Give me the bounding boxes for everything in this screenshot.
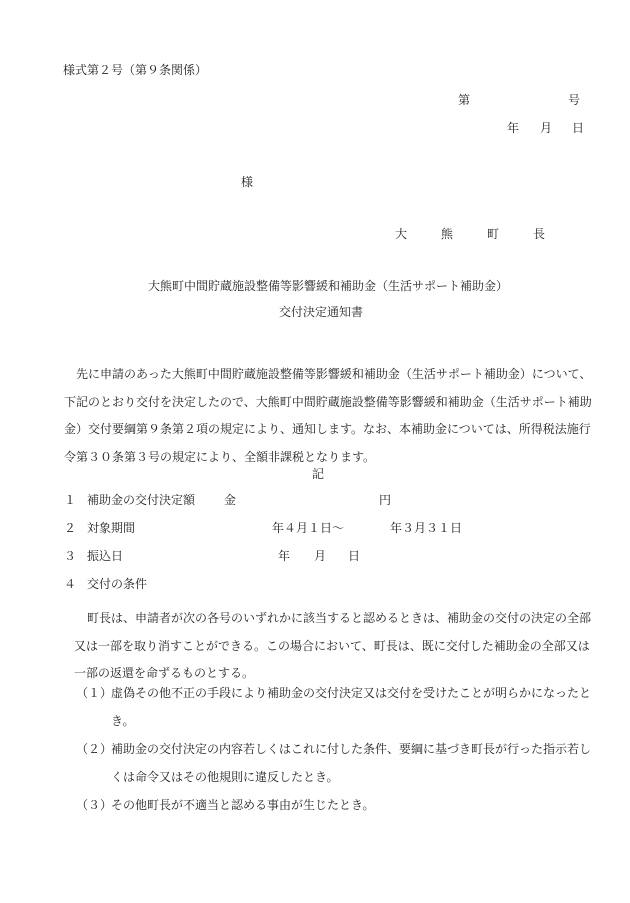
body-paragraph	[64, 361, 592, 471]
clause-text: その他町長が不適当と認める事由が生じたとき。	[111, 798, 375, 812]
clause-text-continued: き。	[111, 713, 135, 728]
item3-month-label: 月	[314, 549, 327, 563]
item1-number: １	[64, 493, 77, 507]
item4-number: ４	[64, 577, 77, 591]
date-year-label: 年	[507, 121, 520, 135]
date-day-label: 日	[572, 121, 585, 135]
form-number: 様式第２号（第９条関係）	[63, 63, 208, 77]
document-number-prefix: 第	[458, 93, 471, 107]
clause-number: （１）	[76, 686, 113, 700]
clause-number: （２）	[76, 742, 113, 756]
clause-text-continued: くは命令又はその他規則に違反したとき。	[111, 769, 339, 784]
conditions-line: 一部の返還を命ずるものとする。	[74, 666, 255, 680]
item2-label: 対象期間	[87, 521, 136, 535]
document-title-line2: 交付決定通知書	[279, 305, 364, 319]
item2-period-from: 年４月１日～	[272, 521, 345, 535]
item1-label: 補助金の交付決定額	[87, 493, 196, 507]
document-number-suffix: 号	[568, 93, 581, 107]
item3-number: ３	[64, 549, 77, 563]
item3-label: 振込日	[87, 549, 124, 563]
item4-label: 交付の条件	[87, 577, 148, 591]
condition-clause-3	[76, 792, 375, 820]
item2-period-to: 年３月３１日	[390, 521, 463, 535]
condition-clause-1	[76, 680, 591, 735]
ki-heading: 記	[312, 467, 325, 481]
body-line: 令第３０条第３号の規定により、全額非課税となります。	[64, 449, 376, 464]
item1-amount-prefix: 金	[224, 493, 237, 507]
item3-day-label: 日	[348, 549, 361, 563]
conditions-line: 又は一部を取り消すことができる。この場合において、町長は、既に交付した補助金の全部又は	[74, 638, 590, 653]
clause-number: （３）	[76, 798, 113, 812]
body-line: 金）交付要綱第９条第２項の規定により、通知します。なお、本補助金については、所得税法施行	[64, 422, 591, 436]
body-line: 下記のとおり交付を決定したので、大熊町中間貯蔵施設整備等影響緩和補助金（生活サポート補助	[64, 394, 592, 409]
document-title-line1: 大熊町中間貯蔵施設整備等影響緩和補助金（生活サポート補助金）	[148, 279, 509, 293]
item1-amount-suffix: 円	[379, 493, 392, 507]
body-line: 先に申請のあった大熊町中間貯蔵施設整備等影響緩和補助金（生活サポート補助金）について、	[76, 367, 592, 381]
item3-year-label: 年	[278, 549, 291, 563]
clause-text: 虚偽その他不正の手段により補助金の交付決定又は交付を受けたことが明らかになったと	[111, 686, 592, 700]
item2-number: ２	[64, 521, 77, 535]
addressee-suffix: 様	[241, 175, 254, 189]
date-month-label: 月	[540, 121, 553, 135]
clause-text: 補助金の交付決定の内容若しくはこれに付した条件、要綱に基づき町長が行った指示若し	[111, 742, 592, 756]
conditions-line: 町長は、申請者が次の各号のいずれかに該当すると認めるときは、補助金の交付の決定の全部	[87, 611, 592, 625]
conditions-intro	[74, 605, 594, 688]
condition-clause-2	[76, 736, 591, 791]
issuer-name: 大 熊 町 長	[395, 227, 557, 241]
